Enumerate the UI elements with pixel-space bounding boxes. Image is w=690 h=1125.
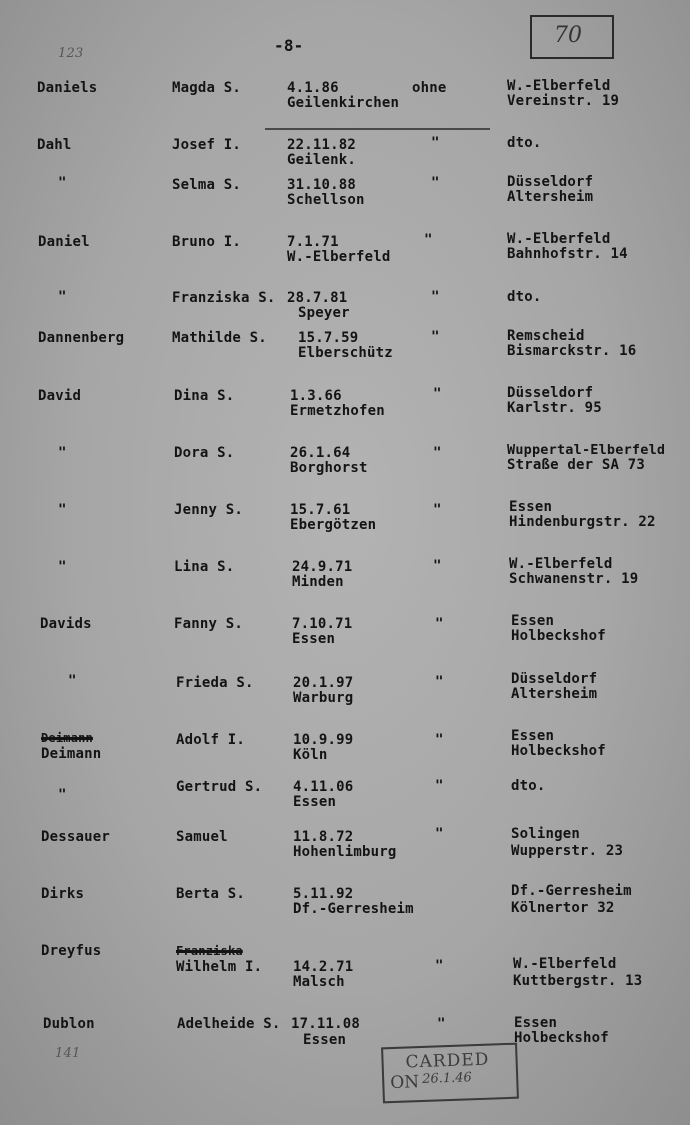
surname: Dreyfus xyxy=(41,943,102,959)
surname: Dirks xyxy=(41,886,85,902)
birth-date: 4.11.06 xyxy=(293,779,354,795)
pencil-page-number: 123 xyxy=(58,46,84,61)
address-line1: Essen xyxy=(509,499,553,515)
surname: " xyxy=(58,289,67,305)
birth-place: Hohenlimburg xyxy=(293,844,397,860)
given-name: Dina S. xyxy=(174,388,235,404)
surname: Daniel xyxy=(38,234,90,250)
address-line1: Düsseldorf xyxy=(507,385,594,401)
birth-date: 7.10.71 xyxy=(292,616,353,632)
given-name: Mathilde S. xyxy=(172,330,267,346)
surname: " xyxy=(58,445,67,461)
surname: Daniels xyxy=(37,80,98,96)
surname: " xyxy=(58,787,67,803)
birth-date: 15.7.61 xyxy=(290,502,351,518)
status: " xyxy=(433,386,442,402)
given-name: Adelheide S. xyxy=(177,1016,281,1032)
surname: Davids xyxy=(40,616,92,632)
birth-date: 31.10.88 xyxy=(287,177,357,193)
address-line1: Wuppertal-Elberfeld xyxy=(507,442,666,458)
status: " xyxy=(433,445,442,461)
surname: Dahl xyxy=(37,137,72,153)
given-name: Selma S. xyxy=(172,177,242,193)
address-line1: Df.-Gerresheim xyxy=(511,883,632,899)
address-line1: dto. xyxy=(511,778,546,794)
birth-place: Speyer xyxy=(298,305,350,321)
given-name: Josef I. xyxy=(172,137,242,153)
surname: " xyxy=(68,673,77,689)
address-line1: Düsseldorf xyxy=(507,174,594,190)
address-line2: Kölnertor 32 xyxy=(511,900,615,916)
box-number: 70 xyxy=(554,23,582,48)
birth-place: Geilenkirchen xyxy=(287,95,400,111)
status: " xyxy=(435,958,444,974)
surname: David xyxy=(38,388,82,404)
address-line2: Wupperstr. 23 xyxy=(511,843,624,859)
birth-date: 5.11.92 xyxy=(293,886,354,902)
surname: " xyxy=(58,559,67,575)
address-line1: Solingen xyxy=(511,826,581,842)
birth-place: Essen xyxy=(293,794,337,810)
birth-place: Minden xyxy=(292,574,344,590)
status: " xyxy=(435,732,444,748)
birth-place: Köln xyxy=(293,747,328,763)
birth-date: 4.1.86 xyxy=(287,80,339,96)
status: ohne xyxy=(412,80,447,96)
surname: Dublon xyxy=(43,1016,95,1032)
given-name: Frieda S. xyxy=(176,675,254,691)
address-line2: Hindenburgstr. 22 xyxy=(509,514,656,530)
given-name: Fanny S. xyxy=(174,616,244,632)
given-name: Dora S. xyxy=(174,445,235,461)
birth-date: 22.11.82 xyxy=(287,137,357,153)
surname: " xyxy=(58,502,67,518)
birth-place: Schellson xyxy=(287,192,365,208)
pencil-footer-number: 141 xyxy=(55,1046,81,1061)
birth-place: Borghorst xyxy=(290,460,368,476)
surname: " xyxy=(58,175,67,191)
struck-given-name: Franziska xyxy=(176,944,243,958)
address-line1: W.-Elberfeld xyxy=(507,78,611,94)
page-number: -8- xyxy=(274,36,304,55)
birth-date: 20.1.97 xyxy=(293,675,354,691)
address-line2: Kuttbergstr. 13 xyxy=(513,973,643,989)
address-line1: Essen xyxy=(511,613,555,629)
struck-surname: Deimann xyxy=(41,731,93,745)
page-number-box xyxy=(530,15,614,59)
birth-place: Elberschütz xyxy=(298,345,393,361)
status: " xyxy=(435,674,444,690)
address-line2: Bahnhofstr. 14 xyxy=(507,246,628,262)
birth-date: 14.2.71 xyxy=(293,959,354,975)
address-line2: Karlstr. 95 xyxy=(507,400,602,416)
given-name: Samuel xyxy=(176,829,228,845)
birth-date: 17.11.08 xyxy=(291,1016,361,1032)
address-line1: W.-Elberfeld xyxy=(507,231,611,247)
status: " xyxy=(431,289,440,305)
divider-line xyxy=(265,128,490,130)
address-line1: W.-Elberfeld xyxy=(509,556,613,572)
birth-date: 15.7.59 xyxy=(298,330,359,346)
address-line1: Essen xyxy=(514,1015,558,1031)
birth-place: Essen xyxy=(303,1032,347,1048)
address-line1: dto. xyxy=(507,289,542,305)
status: " xyxy=(435,778,444,794)
birth-date: 7.1.71 xyxy=(287,234,339,250)
address-line2: Schwanenstr. 19 xyxy=(509,571,639,587)
birth-place: Malsch xyxy=(293,974,345,990)
surname: Deimann xyxy=(41,746,102,762)
birth-date: 1.3.66 xyxy=(290,388,342,404)
status: " xyxy=(433,502,442,518)
status: " xyxy=(435,826,444,842)
address-line1: Remscheid xyxy=(507,328,585,344)
given-name: Bruno I. xyxy=(172,234,242,250)
status: " xyxy=(424,232,433,248)
status: " xyxy=(437,1016,446,1032)
address-line2: Vereinstr. 19 xyxy=(507,93,620,109)
address-line2: Bismarckstr. 16 xyxy=(507,343,637,359)
carded-stamp xyxy=(381,1043,519,1104)
birth-date: 11.8.72 xyxy=(293,829,354,845)
address-line2: Holbeckshof xyxy=(514,1030,609,1046)
birth-place: Ebergötzen xyxy=(290,517,377,533)
status: " xyxy=(431,175,440,191)
status: " xyxy=(435,616,444,632)
birth-place: Df.-Gerresheim xyxy=(293,901,414,917)
birth-place: Warburg xyxy=(293,690,354,706)
address-line2: Holbeckshof xyxy=(511,743,606,759)
given-name: Jenny S. xyxy=(174,502,244,518)
address-line1: Essen xyxy=(511,728,555,744)
birth-date: 28.7.81 xyxy=(287,290,348,306)
birth-place: Ermetzhofen xyxy=(290,403,385,419)
given-name: Adolf I. xyxy=(176,732,246,748)
birth-place: Essen xyxy=(292,631,336,647)
birth-date: 10.9.99 xyxy=(293,732,354,748)
surname: Dessauer xyxy=(41,829,111,845)
address-line1: dto. xyxy=(507,135,542,151)
birth-date: 26.1.64 xyxy=(290,445,351,461)
birth-date: 24.9.71 xyxy=(292,559,353,575)
given-name: Wilhelm I. xyxy=(176,959,263,975)
status: " xyxy=(431,329,440,345)
address-line2: Altersheim xyxy=(511,686,598,702)
address-line1: Düsseldorf xyxy=(511,671,598,687)
address-line2: Altersheim xyxy=(507,189,594,205)
given-name: Magda S. xyxy=(172,80,242,96)
address-line1: W.-Elberfeld xyxy=(513,956,617,972)
stamp-text-on: ON xyxy=(389,1072,420,1094)
given-name: Berta S. xyxy=(176,886,246,902)
status: " xyxy=(433,558,442,574)
address-line2: Holbeckshof xyxy=(511,628,606,644)
status: " xyxy=(431,135,440,151)
given-name: Franziska S. xyxy=(172,290,276,306)
birth-place: W.-Elberfeld xyxy=(287,249,391,265)
address-line2: Straße der SA 73 xyxy=(507,457,646,473)
surname: Dannenberg xyxy=(38,330,125,346)
given-name: Lina S. xyxy=(174,559,235,575)
birth-place: Geilenk. xyxy=(287,152,357,168)
given-name: Gertrud S. xyxy=(176,779,263,795)
stamp-date: 26.1.46 xyxy=(421,1070,473,1087)
stamp-text: CARDED xyxy=(405,1049,490,1073)
